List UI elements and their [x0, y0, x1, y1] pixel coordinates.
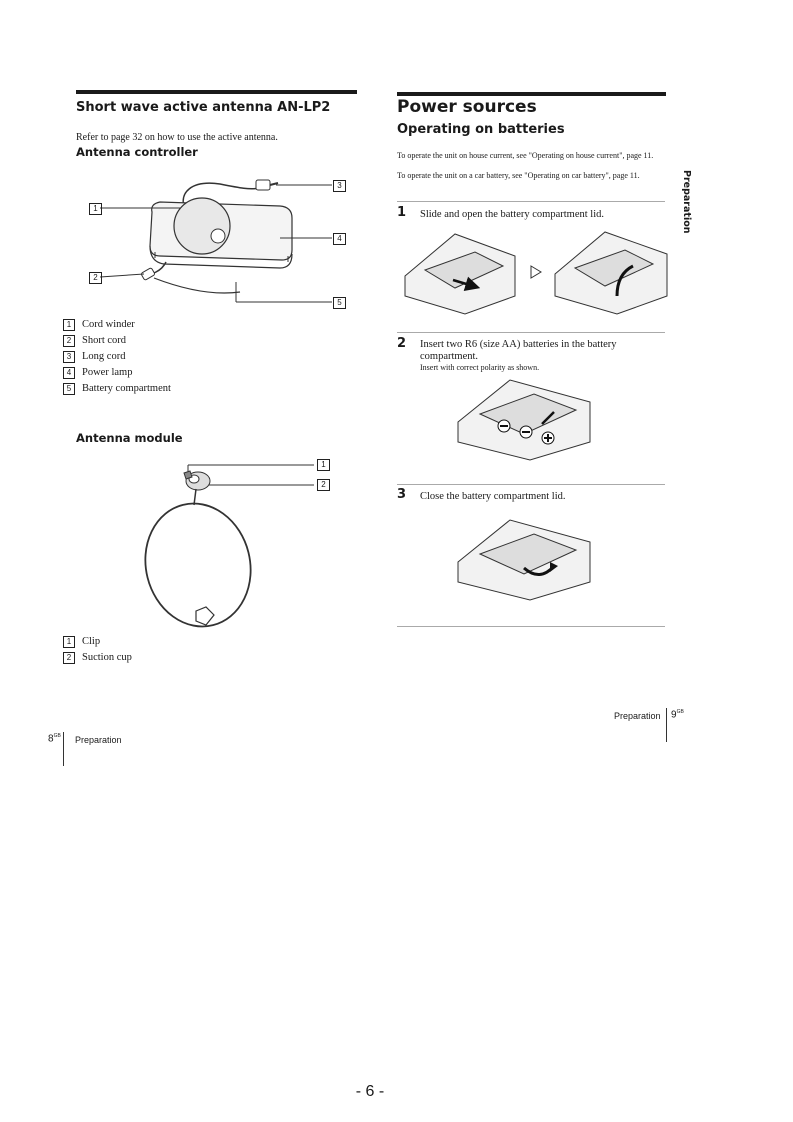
- step-1-text: Slide and open the battery compartment lid.: [420, 209, 604, 220]
- step-2-number: 2: [397, 336, 407, 351]
- module-legend: [63, 634, 132, 666]
- legend-num: 4: [63, 367, 75, 379]
- legend-num: 5: [63, 383, 75, 395]
- preparation-side-tab: Preparation: [681, 170, 692, 234]
- legend-num: 1: [63, 319, 75, 331]
- controller-callout-5: 5: [333, 297, 346, 309]
- step-3-text: Close the battery compartment lid.: [420, 491, 566, 502]
- legend-text: Battery compartment: [82, 383, 171, 394]
- module-callout-1: 1: [317, 459, 330, 471]
- divider: [397, 484, 665, 485]
- divider: [397, 201, 665, 202]
- legend-text: Clip: [82, 636, 101, 647]
- right-title-rule: [397, 92, 666, 96]
- step-1-number: 1: [397, 205, 407, 220]
- module-callout-2: 2: [317, 479, 330, 491]
- step-3-illustration: [450, 512, 610, 604]
- divider: [397, 332, 665, 333]
- right-footer-divider: [666, 708, 667, 742]
- controller-callout-2: 2: [89, 272, 102, 284]
- antenna-module-illustration: [140, 455, 340, 635]
- step-2-illustration: [450, 372, 610, 464]
- car-battery-note: To operate the unit on a car battery, see "Operating on car battery", page 11.: [397, 171, 640, 180]
- legend-item: [63, 317, 171, 333]
- right-section-title: Power sources: [397, 97, 537, 117]
- left-section-title: Short wave active antenna AN-LP2: [76, 100, 331, 115]
- left-footer-divider: [63, 732, 64, 766]
- clip-icon: [184, 471, 192, 479]
- step-1-illustration: [395, 226, 675, 318]
- plug-icon: [256, 180, 278, 190]
- controller-legend: [63, 317, 171, 397]
- legend-item: [63, 634, 132, 650]
- legend-num: 2: [63, 652, 75, 664]
- legend-text: Short cord: [82, 335, 127, 346]
- legend-text: Cord winder: [82, 319, 135, 330]
- legend-num: 1: [63, 636, 75, 648]
- house-current-note: To operate the unit on house current, see "Operating on house current", page 11.: [397, 151, 654, 160]
- right-page-num: 9: [671, 709, 677, 721]
- legend-text: Power lamp: [82, 367, 133, 378]
- left-page-number: [48, 733, 61, 744]
- legend-text: Suction cup: [82, 652, 132, 663]
- legend-num: 3: [63, 351, 75, 363]
- legend-num: 2: [63, 335, 75, 347]
- left-page-num: 8: [48, 733, 54, 745]
- antenna-controller-illustration: [60, 170, 360, 310]
- left-page-suffix: GB: [53, 733, 61, 739]
- legend-text: Long cord: [82, 351, 126, 362]
- cord-winder-icon: [174, 198, 230, 254]
- antenna-controller-heading: Antenna controller: [76, 145, 198, 159]
- page-number: - 6 -: [355, 1083, 385, 1100]
- left-footer-section: Preparation: [75, 735, 122, 745]
- right-page-number: [671, 709, 684, 720]
- legend-item: [63, 333, 171, 349]
- step-2-note: Insert with correct polarity as shown.: [420, 363, 540, 372]
- antenna-module-heading: Antenna module: [76, 431, 183, 445]
- controller-callout-4: 4: [333, 233, 346, 245]
- legend-item: [63, 381, 171, 397]
- divider: [397, 626, 665, 627]
- left-intro-text: Refer to page 32 on how to use the active antenna.: [76, 132, 278, 143]
- controller-callout-1: 1: [89, 203, 102, 215]
- legend-item: [63, 365, 171, 381]
- legend-item: [63, 349, 171, 365]
- step-2-text: Insert two R6 (size AA) batteries in the battery compartment.: [420, 339, 617, 362]
- right-subtitle: Operating on batteries: [397, 122, 565, 137]
- right-footer-section: Preparation: [614, 711, 661, 721]
- step-3-number: 3: [397, 487, 407, 502]
- legend-item: [63, 650, 132, 666]
- left-title-rule: [76, 90, 357, 94]
- controller-callout-3: 3: [333, 180, 346, 192]
- right-page-suffix: GB: [676, 709, 684, 715]
